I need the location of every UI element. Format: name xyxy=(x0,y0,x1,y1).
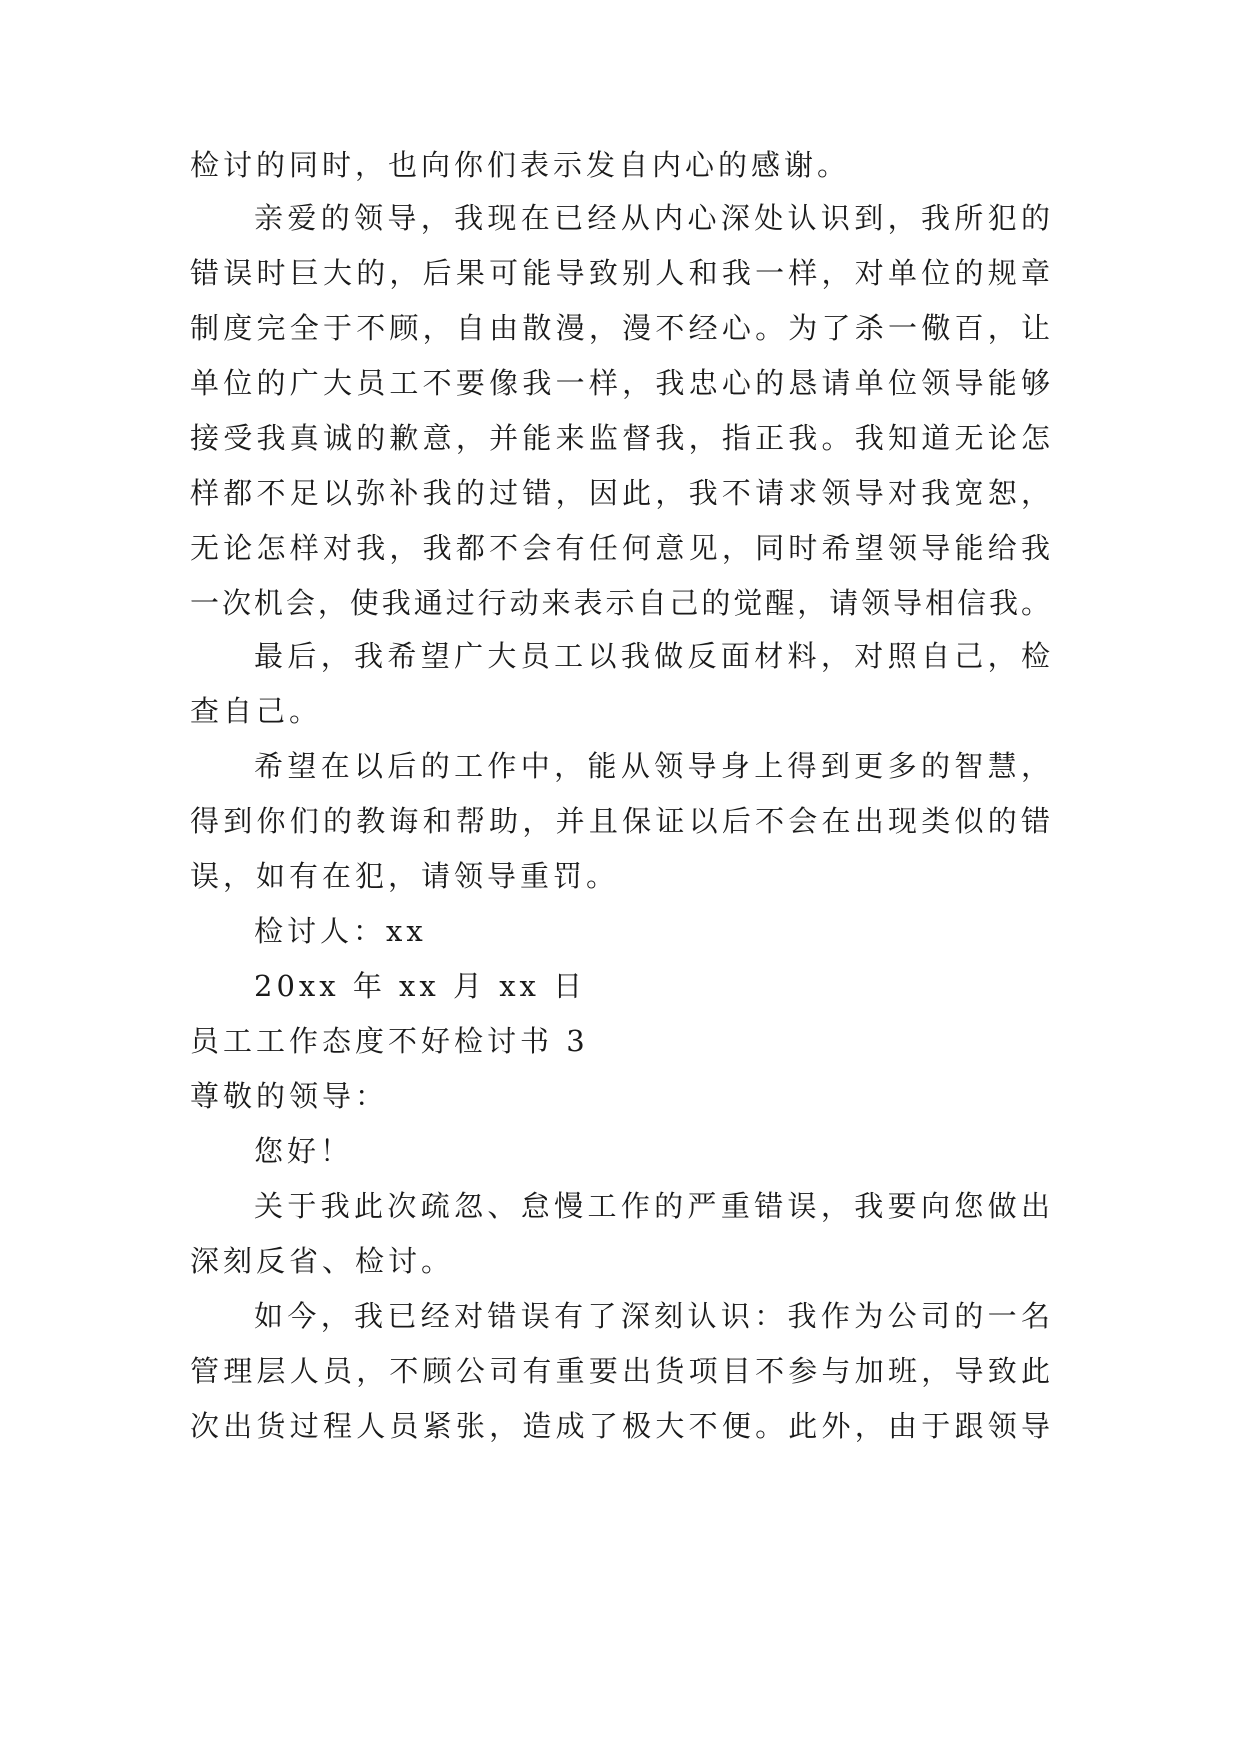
text-line: 接受我真诚的歉意，并能来监督我，指正我。我知道无论怎 xyxy=(190,421,1050,455)
text-line: 得到你们的教诲和帮助，并且保证以后不会在出现类似的错 xyxy=(190,804,1050,838)
text-line: 管理层人员，不顾公司有重要出货项目不参与加班，导致此 xyxy=(190,1354,1050,1388)
section-title: 员工工作态度不好检讨书 3 xyxy=(190,1024,589,1058)
text-line: 单位的广大员工不要像我一样，我忠心的恳请单位领导能够 xyxy=(190,366,1050,400)
text-line: 亲爱的领导，我现在已经从内心深处认识到，我所犯的 xyxy=(254,201,1050,235)
text-line: 一次机会，使我通过行动来表示自己的觉醒，请领导相信我。 xyxy=(190,586,1050,620)
date-line: 20xx 年 xx 月 xx 日 xyxy=(254,969,587,1003)
text-line: 深刻反省、检讨。 xyxy=(190,1244,455,1278)
greeting: 您好！ xyxy=(254,1134,354,1168)
text-line: 如今，我已经对错误有了深刻认识：我作为公司的一名 xyxy=(254,1299,1050,1333)
text-line: 查自己。 xyxy=(190,694,323,728)
text-line: 制度完全于不顾，自由散漫，漫不经心。为了杀一儆百，让 xyxy=(190,311,1050,345)
text-line: 错误时巨大的，后果可能导致别人和我一样，对单位的规章 xyxy=(190,256,1050,290)
text-line: 检讨的同时，也向你们表示发自内心的感谢。 xyxy=(190,148,851,182)
text-line: 关于我此次疏忽、怠慢工作的严重错误，我要向您做出 xyxy=(254,1189,1050,1223)
salutation: 尊敬的领导： xyxy=(190,1079,389,1113)
text-line: 希望在以后的工作中，能从领导身上得到更多的智慧， xyxy=(254,749,1050,783)
text-line: 最后，我希望广大员工以我做反面材料，对照自己，检 xyxy=(254,639,1050,673)
text-line: 误，如有在犯，请领导重罚。 xyxy=(190,859,620,893)
text-line: 样都不足以弥补我的过错，因此，我不请求领导对我宽恕， xyxy=(190,476,1050,510)
signature-line: 检讨人：xx xyxy=(254,914,427,948)
text-line: 次出货过程人员紧张，造成了极大不便。此外，由于跟领导 xyxy=(190,1409,1050,1443)
text-line: 无论怎样对我，我都不会有任何意见，同时希望领导能给我 xyxy=(190,531,1050,565)
